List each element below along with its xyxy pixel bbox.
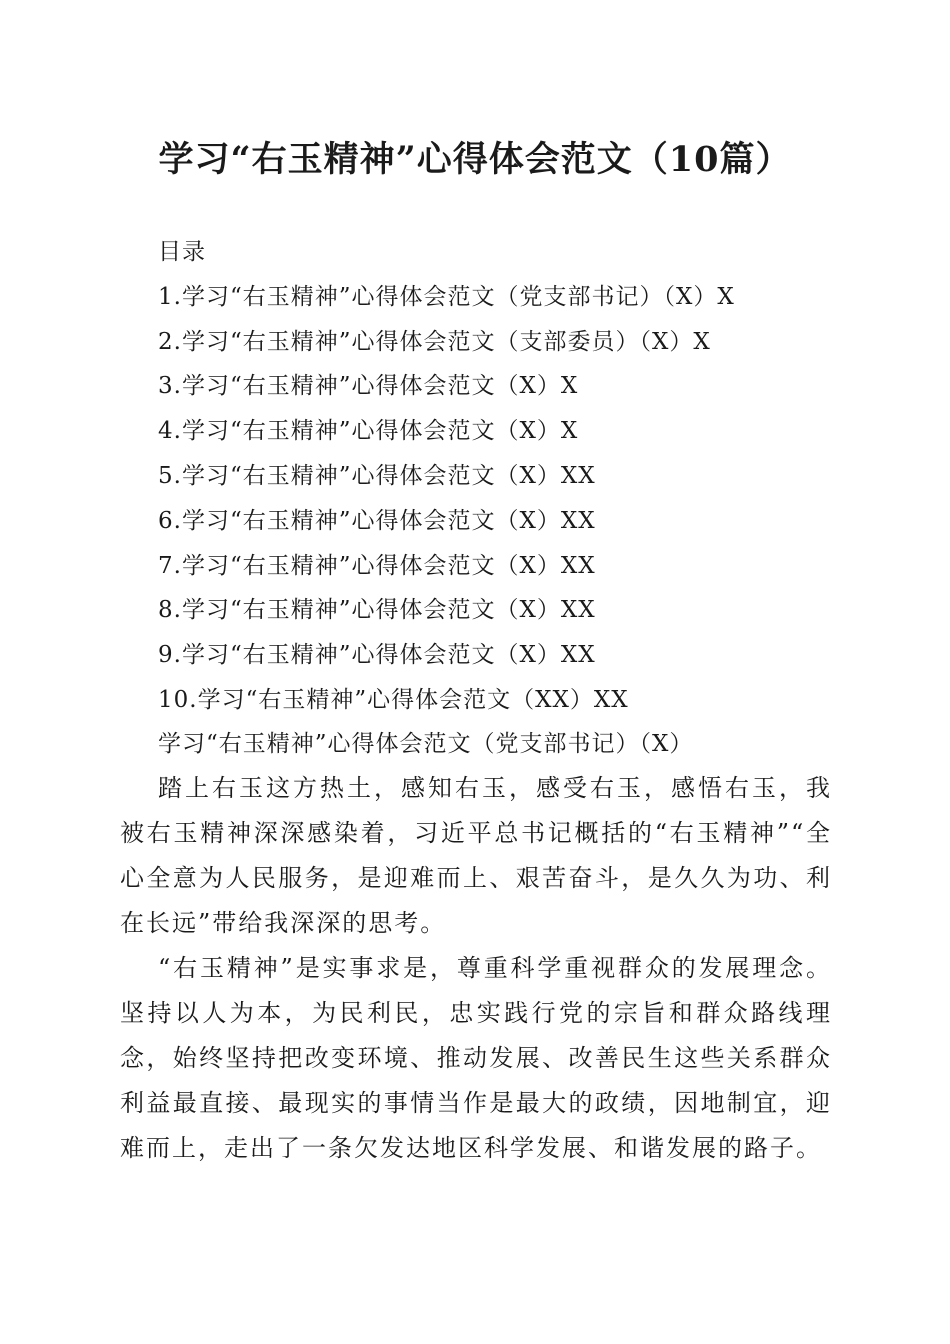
toc-item: 1.学习“右玉精神”心得体会范文（党支部书记）（X）X: [158, 283, 735, 310]
toc-heading: 目录: [158, 239, 206, 265]
toc-item: 3.学习“右玉精神”心得体会范文（X）X: [158, 373, 579, 400]
toc-item: 8.学习“右玉精神”心得体会范文（X）XX: [158, 597, 596, 624]
body-paragraph: 踏上右玉这方热土，感知右玉，感受右玉，感悟右玉，我被右玉精神深深感染着，习近平总书记概括的“右玉精神”“全心全意为人民服务，是迎难而上、艰苦奋斗，是久久为功、利在长远”带给我深深的思考。: [120, 774, 832, 937]
body-paragraph: “右玉精神”是实事求是，尊重科学重视群众的发展理念。坚持以人为本，为民利民，忠实践行党的宗旨和群众路线理念，始终坚持把改变环境、推动发展、改善民生这些关系群众利益最直接、最现实的事情当作是最大的政绩，因地制宜，迎难而上，走出了一条欠发达地区科学发展、和谐发展的路子。: [120, 954, 832, 1162]
table-of-contents: [158, 230, 878, 723]
article-subtitle: 学习“右玉精神”心得体会范文（党支部书记）（X）: [158, 731, 694, 757]
toc-item: 5.学习“右玉精神”心得体会范文（X）XX: [158, 462, 596, 489]
toc-item: 9.学习“右玉精神”心得体会范文（X）XX: [158, 642, 596, 669]
toc-item: 2.学习“右玉精神”心得体会范文（支部委员）（X）X: [158, 328, 711, 355]
document-title: 学习“右玉精神”心得体会范文（10篇）: [158, 139, 792, 180]
toc-item: 7.学习“右玉精神”心得体会范文（X）XX: [158, 552, 596, 579]
toc-item: 4.学习“右玉精神”心得体会范文（X）X: [158, 418, 579, 445]
toc-item: 10.学习“右玉精神”心得体会范文（XX）XX: [158, 686, 629, 713]
toc-item: 6.学习“右玉精神”心得体会范文（X）XX: [158, 507, 596, 534]
